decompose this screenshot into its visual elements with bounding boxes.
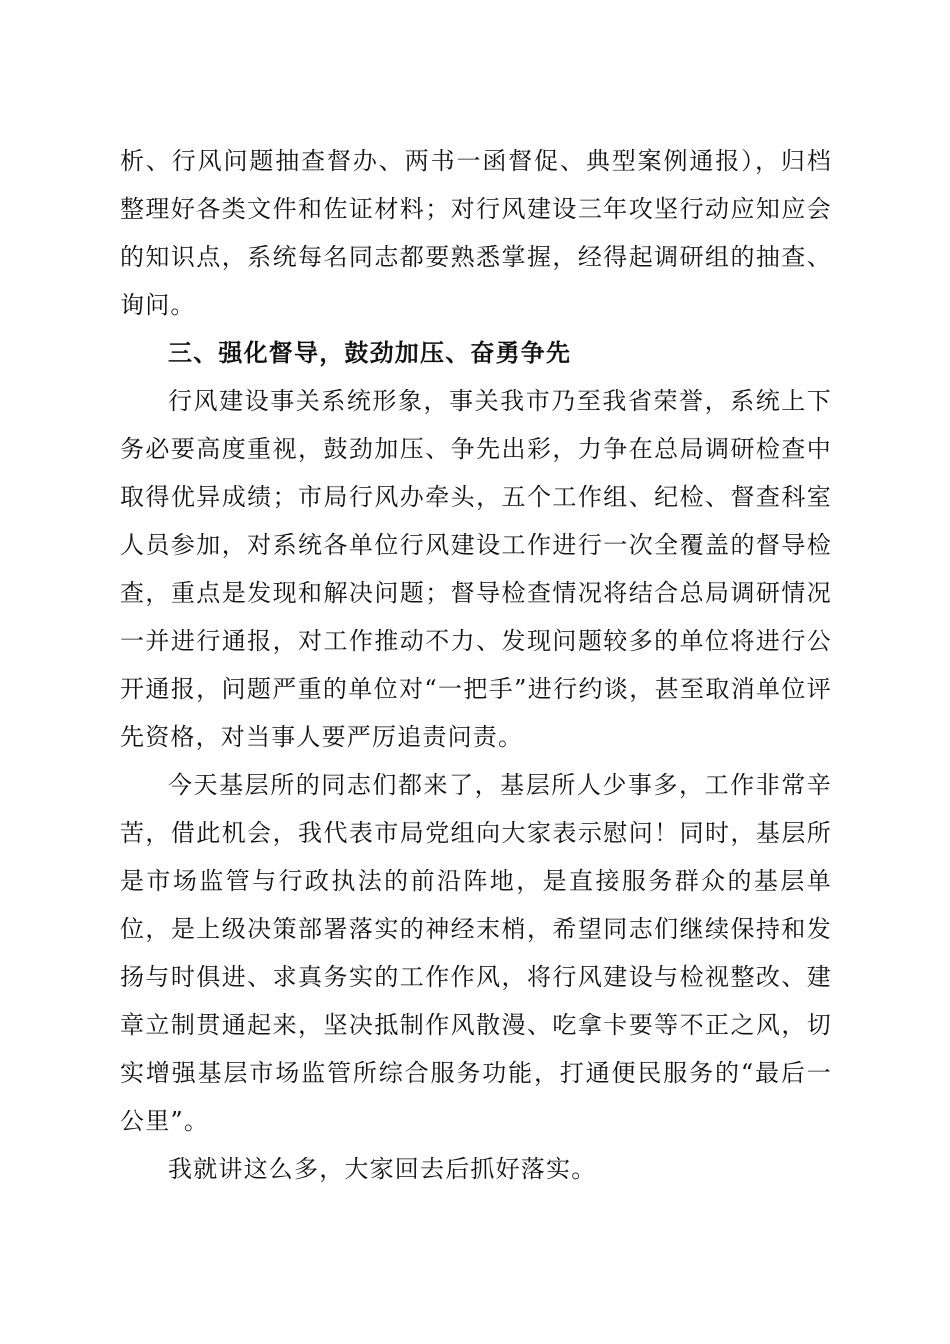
paragraph-grassroots: 今天基层所的同志们都来了，基层所人少事多，工作非常辛苦，借此机会，我代表市局党组向大家表示慰问！同时，基层所是市场监管与行政执法的前沿阵地，是直接服务群众的基层单位，是上级决策部署落实的神经末梢，希望同志们继续保持和发扬与时俱进、求真务实的工作作风，将行风建设与检视整改、建章立制贯通起来，坚决抵制作风散漫、吃拿卡要等不正之风，切实增强基层市场监管所综合服务功能，打通便民服务的“最后一公里”。 (120, 771, 832, 1135)
paragraph-supervision: 行风建设事关系统形象，事关我市乃至我省荣誉，系统上下务必要高度重视，鼓劲加压、争先出彩，力争在总局调研检查中取得优异成绩；市局行风办牵头，五个工作组、纪检、督查科室人员参加，对系统各单位行风建设工作进行一次全覆盖的督导检查，重点是发现和解决问题；督导检查情况将结合总局调研情况一并进行通报，对工作推动不力、发现问题较多的单位将进行公开通报，问题严重的单位对“一把手”进行约谈，甚至取消单位评先资格，对当事人要严厉追责问责。 (120, 387, 832, 751)
paragraph-closing: 我就讲这么多，大家回去后抓好落实。 (168, 1155, 597, 1183)
document-body (120, 137, 832, 1193)
section-heading: 三、强化督导，鼓劲加压、奋勇争先 (168, 339, 572, 367)
paragraph-continuation: 析、行风问题抽查督办、两书一函督促、典型案例通报），归档整理好各类文件和佐证材料；对行风建设三年攻坚行动应知应会的知识点，系统每名同志都要熟悉掌握，经得起调研组的抽查、询问。 (120, 147, 832, 319)
